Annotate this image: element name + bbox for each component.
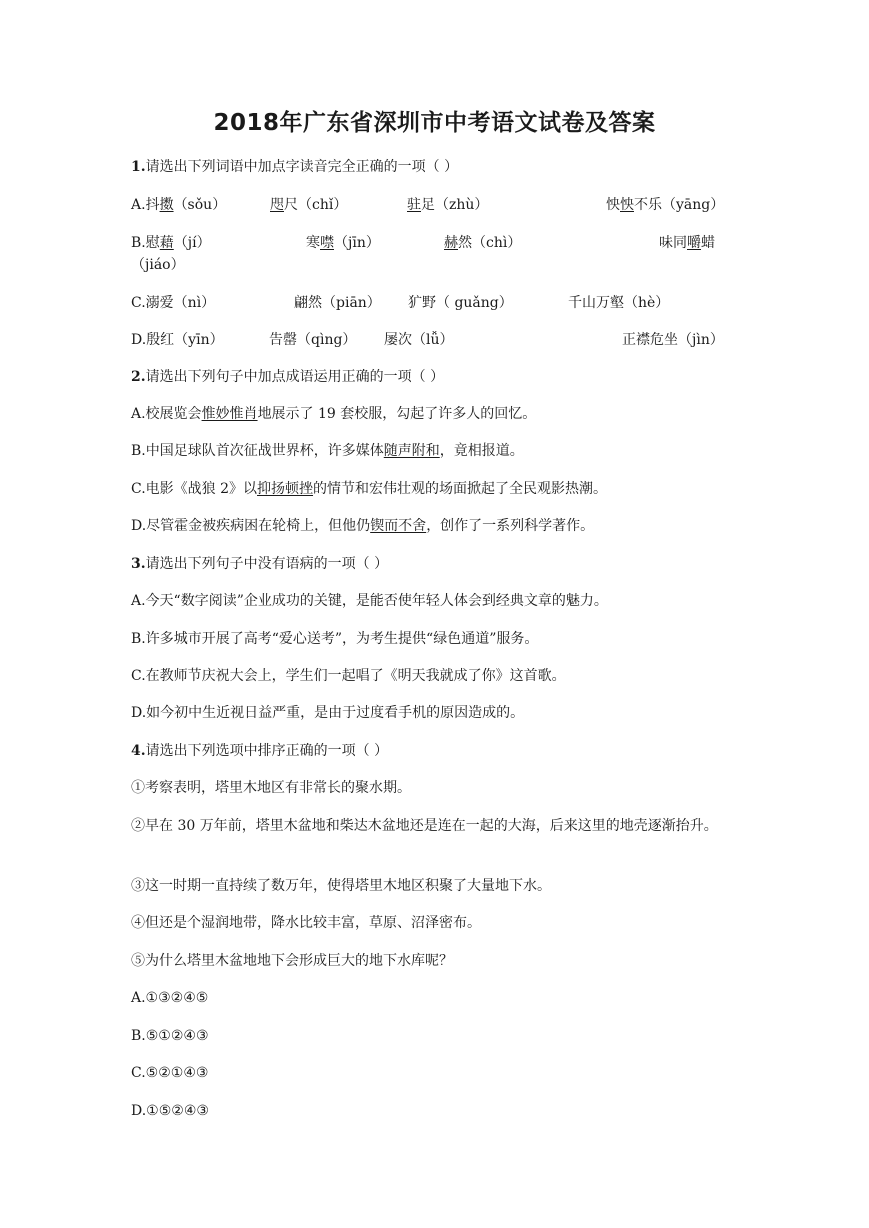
q4-option-d: D.①⑤②④③ (131, 1103, 209, 1119)
question-4 (131, 742, 388, 760)
page-title: 2018年广东省深圳市中考语文试卷及答案 (213, 110, 656, 136)
question-number: 1. (131, 159, 146, 175)
q2-option-d: D.尽管霍金被疾病困在轮椅上，但他仍锲而不舍，创作了一系列科学著作。 (131, 518, 595, 534)
q2-option-b: B.中国足球队首次征战世界杯，许多媒体随声附和，竟相报道。 (131, 443, 524, 459)
q1-option-a-item-4: 怏怏不乐（yāng） (606, 197, 725, 213)
q1-option-d-item-3: 屡次（lǚ） (384, 332, 454, 348)
q3-option-b: B.许多城市开展了高考“爱心送考”，为考生提供“绿色通道”服务。 (131, 631, 539, 647)
question-number: 4. (131, 743, 146, 759)
question-1 (131, 158, 458, 176)
question-2 (131, 368, 444, 386)
question-number: 2. (131, 369, 146, 385)
q1-option-a-item-2: 咫尺（chǐ） (270, 197, 348, 213)
q3-option-d: D.如今初中生近视日益严重，是由于过度看手机的原因造成的。 (131, 705, 525, 721)
question-stem: 请选出下列选项中排序正确的一项（ ） (145, 743, 389, 759)
q4-sentence-1: ①考察表明，塔里木地区有非常长的聚水期。 (131, 780, 411, 796)
question-stem: 请选出下列句子中加点成语运用正确的一项（ ） (145, 369, 445, 385)
q1-option-a-item-3: 驻足（zhù） (407, 197, 489, 213)
question-stem: 请选出下列词语中加点字读音完全正确的一项（ ） (145, 159, 459, 175)
q4-sentence-3: ③这一时期一直持续了数万年，使得塔里木地区积聚了大量地下水。 (131, 878, 551, 894)
question-stem: 请选出下列句子中没有语病的一项（ ） (145, 556, 389, 572)
q1-option-b-item-4-pinyin: （jiáo） (131, 257, 185, 273)
q4-option-c: C.⑤②①④③ (131, 1065, 209, 1081)
q1-option-d-item-1: D.殷红（yīn） (131, 332, 224, 348)
q1-option-d-item-2: 告罄（qìng） (269, 332, 357, 348)
q1-option-d-item-4: 正襟危坐（jìn） (622, 332, 724, 348)
q4-sentence-4: ④但还是个湿润地带，降水比较丰富，草原、沼泽密布。 (131, 915, 481, 931)
q4-sentence-2: ②早在 30 万年前，塔里木盆地和柴达木盆地还是连在一起的大海，后来这里的地壳逐渐抬升。 (131, 818, 718, 834)
q1-option-b-item-2: 寒噤（jīn） (306, 235, 380, 251)
q2-option-a: A.校展览会惟妙惟肖地展示了 19 套校服，勾起了许多人的回忆。 (131, 406, 537, 422)
q3-option-a: A.今天“数字阅读”企业成功的关键，是能否使年轻人体会到经典文章的魅力。 (131, 593, 608, 609)
q4-option-b: B.⑤①②④③ (131, 1028, 209, 1044)
q2-option-c: C.电影《战狼 2》以抑扬顿挫的情节和宏伟壮观的场面掀起了全民观影热潮。 (131, 481, 608, 497)
q1-option-c-item-2: 翩然（piān） (294, 295, 381, 311)
q4-option-a: A.①③②④⑤ (131, 990, 209, 1006)
q1-option-b-item-3: 赫然（chì） (444, 235, 522, 251)
q1-option-a-item-1: A.抖擞（sǒu） (131, 197, 227, 213)
q1-option-c-item-1: C.溺爱（nì） (131, 295, 216, 311)
question-number: 3. (131, 556, 146, 572)
q1-option-b-item-1: B.慰藉（jí） (131, 235, 211, 251)
q3-option-c: C.在教师节庆祝大会上，学生们一起唱了《明天我就成了你》这首歌。 (131, 668, 566, 684)
q1-option-c-item-3: 犷野（ guǎng） (408, 295, 513, 311)
q4-sentence-5: ⑤为什么塔里木盆地地下会形成巨大的地下水库呢？ (131, 953, 453, 969)
q1-option-c-item-4: 千山万壑（hè） (568, 295, 670, 311)
question-3 (131, 555, 388, 573)
q1-option-b-item-4: 味同嚼蜡 (659, 235, 715, 251)
